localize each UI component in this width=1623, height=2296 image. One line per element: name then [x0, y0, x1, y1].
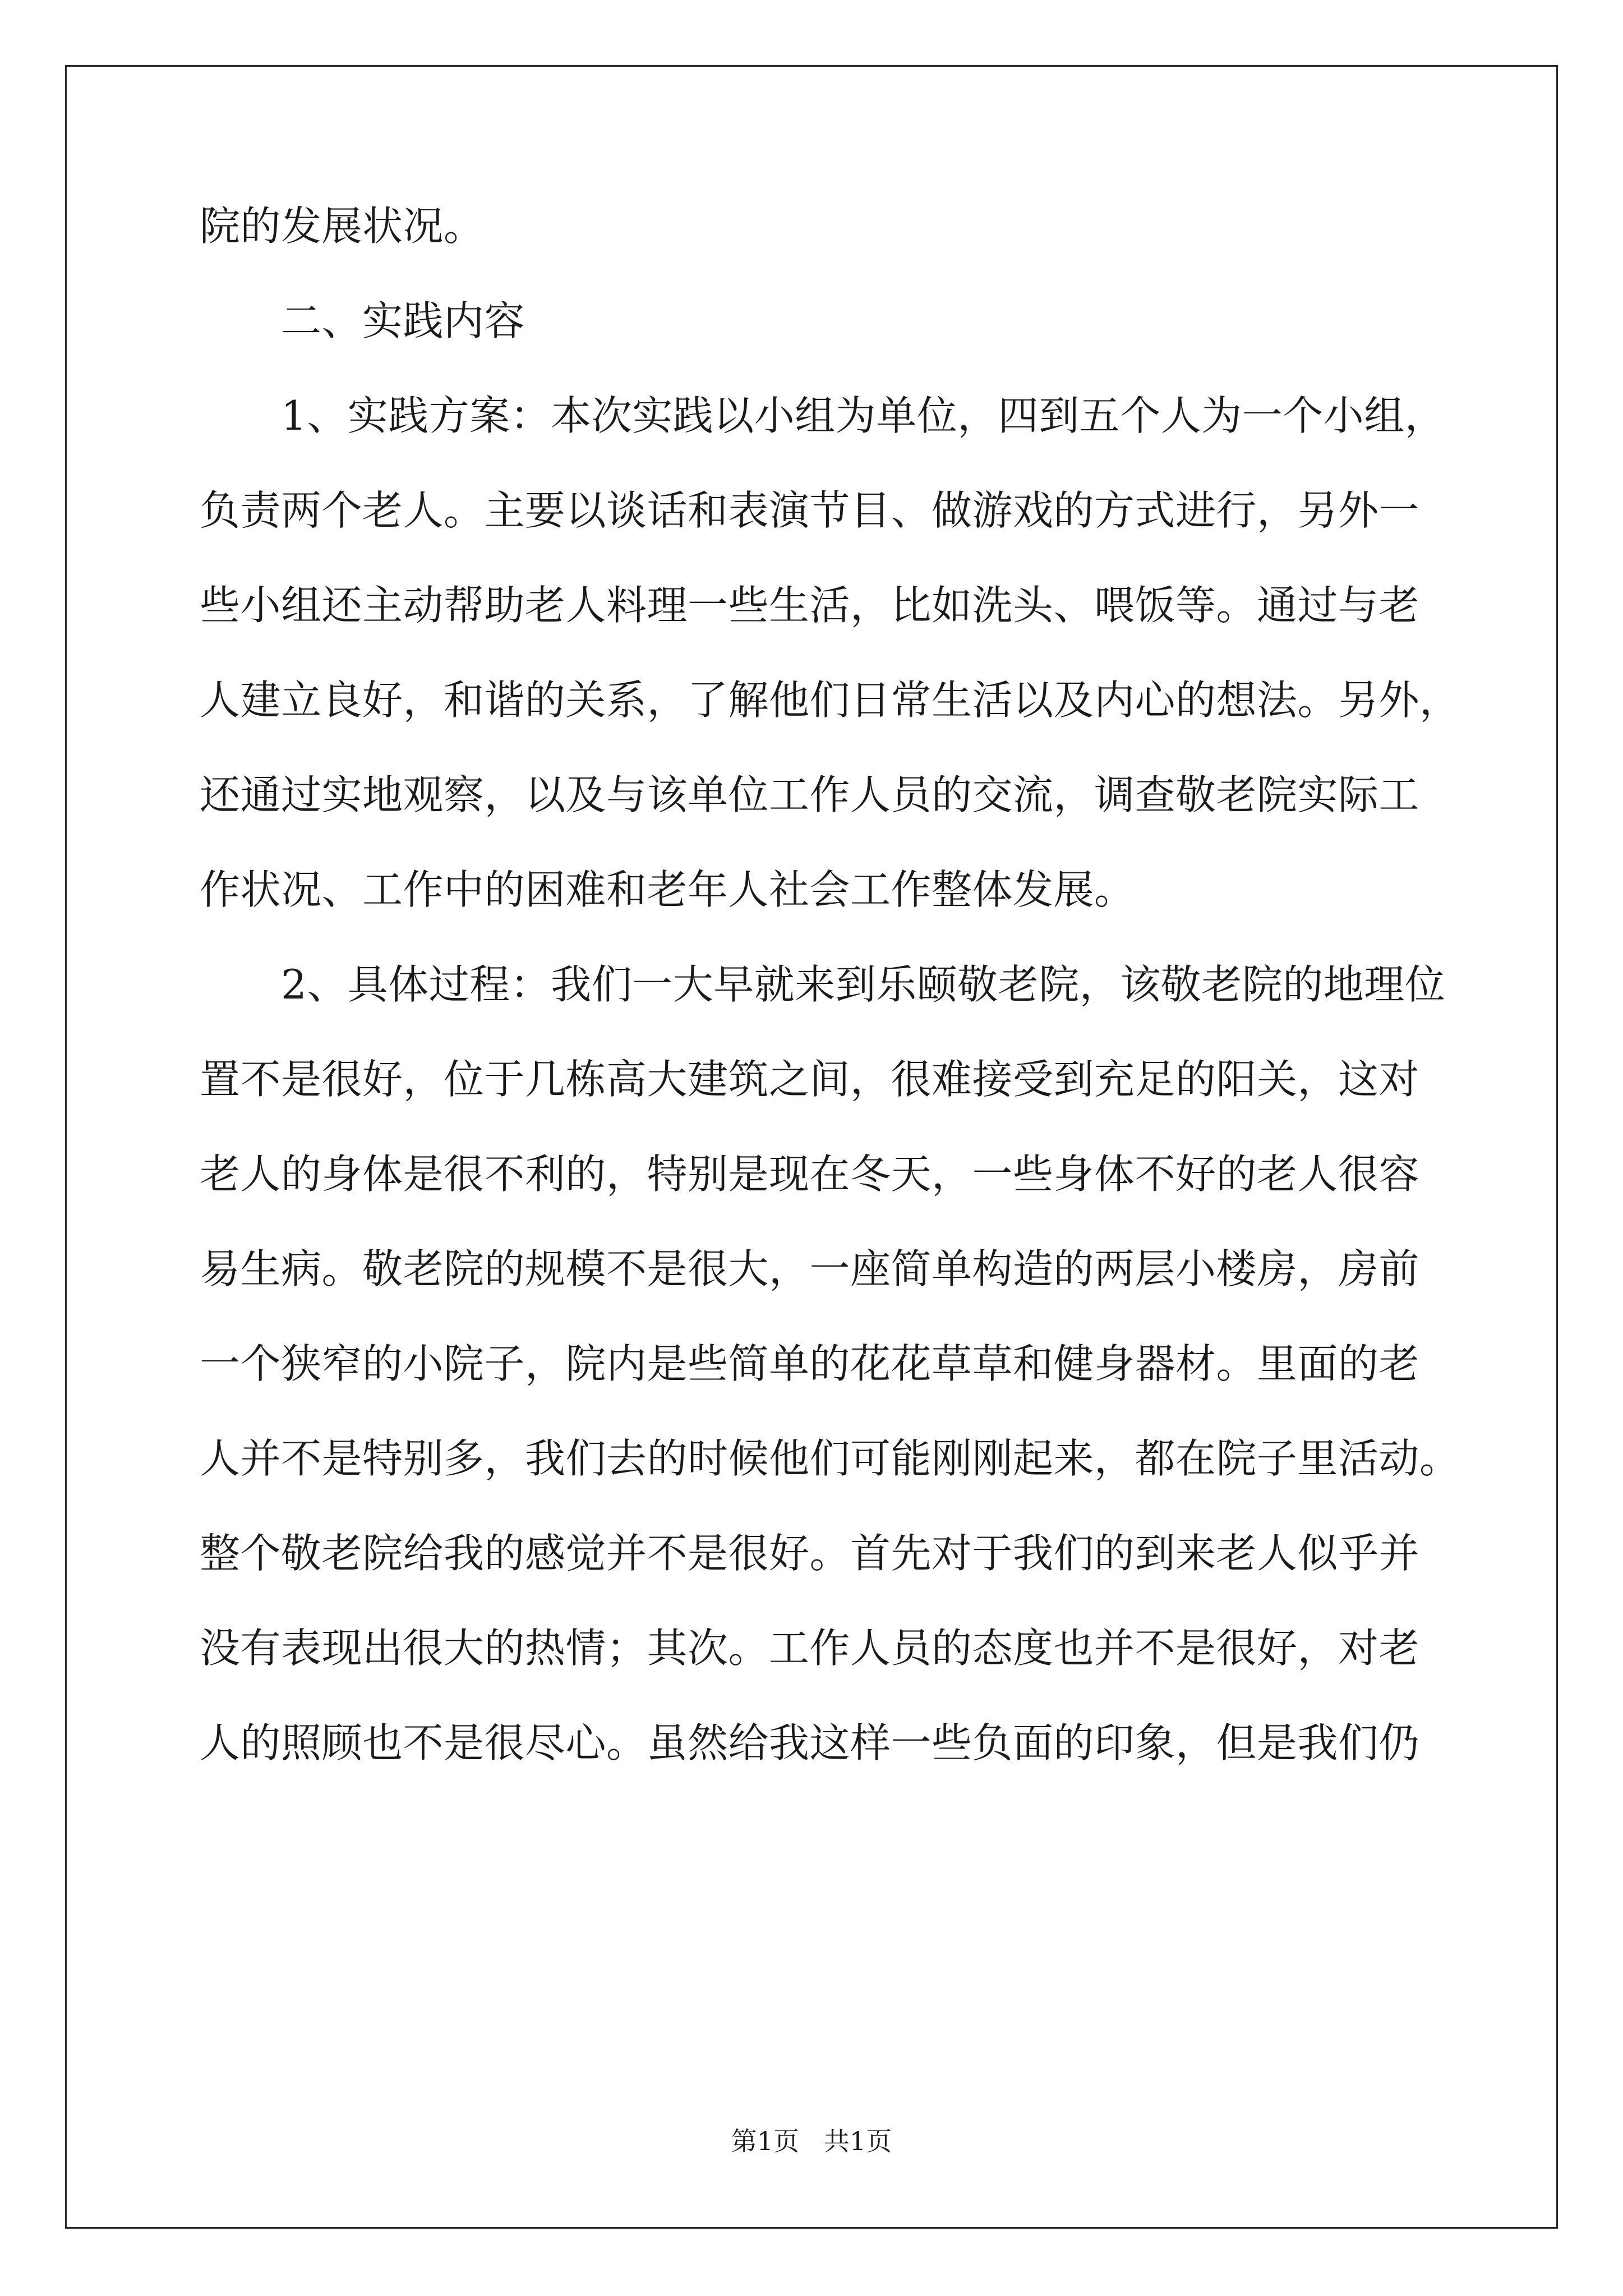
- paragraph-line: 1、实践方案：本次实践以小组为单位，四到五个人为一个小组，: [281, 392, 1446, 439]
- paragraph-line: 人建立良好，和谐的关系，了解他们日常生活以及内心的想法。另外，: [200, 677, 1460, 724]
- paragraph-line: 一个狭窄的小院子，院内是些简单的花花草草和健身器材。里面的老: [200, 1340, 1420, 1387]
- section-heading: 二、实践内容: [281, 297, 525, 344]
- paragraph-line: 易生病。敬老院的规模不是很大，一座简单构造的两层小楼房，房前: [200, 1245, 1420, 1292]
- paragraph-line: 整个敬老院给我的感觉并不是很好。首先对于我们的到来老人似乎并: [200, 1530, 1420, 1577]
- paragraph-line: 置不是很好，位于几栋高大建筑之间，很难接受到充足的阳关，这对: [200, 1056, 1420, 1103]
- paragraph-line: 负责两个老人。主要以谈话和表演节目、做游戏的方式进行，另外一: [200, 487, 1420, 534]
- paragraph-line: 2、具体过程：我们一大早就来到乐颐敬老院，该敬老院的地理位: [281, 961, 1446, 1008]
- paragraph-line: 人的照顾也不是很尽心。虽然给我这样一些负面的印象，但是我们仍: [200, 1719, 1420, 1766]
- paragraph-line-continuation: 院的发展状况。: [200, 203, 485, 250]
- paragraph-line: 老人的身体是很不利的，特别是现在冬天，一些身体不好的老人很容: [200, 1151, 1420, 1198]
- document-body: [200, 199, 1460, 1811]
- paragraph-line: 些小组还主动帮助老人料理一些生活，比如洗头、喂饭等。通过与老: [200, 582, 1420, 629]
- paragraph-line: 作状况、工作中的困难和老年人社会工作整体发展。: [200, 866, 1135, 913]
- paragraph-line: 人并不是特别多，我们去的时候他们可能刚刚起来，都在院子里活动。: [200, 1435, 1460, 1482]
- page-number-footer: 第1页 共1页: [731, 2126, 892, 2156]
- paragraph-line: 没有表现出很大的热情；其次。工作人员的态度也并不是很好，对老: [200, 1625, 1420, 1672]
- paragraph-line: 还通过实地观察，以及与该单位工作人员的交流，调查敬老院实际工: [200, 771, 1420, 818]
